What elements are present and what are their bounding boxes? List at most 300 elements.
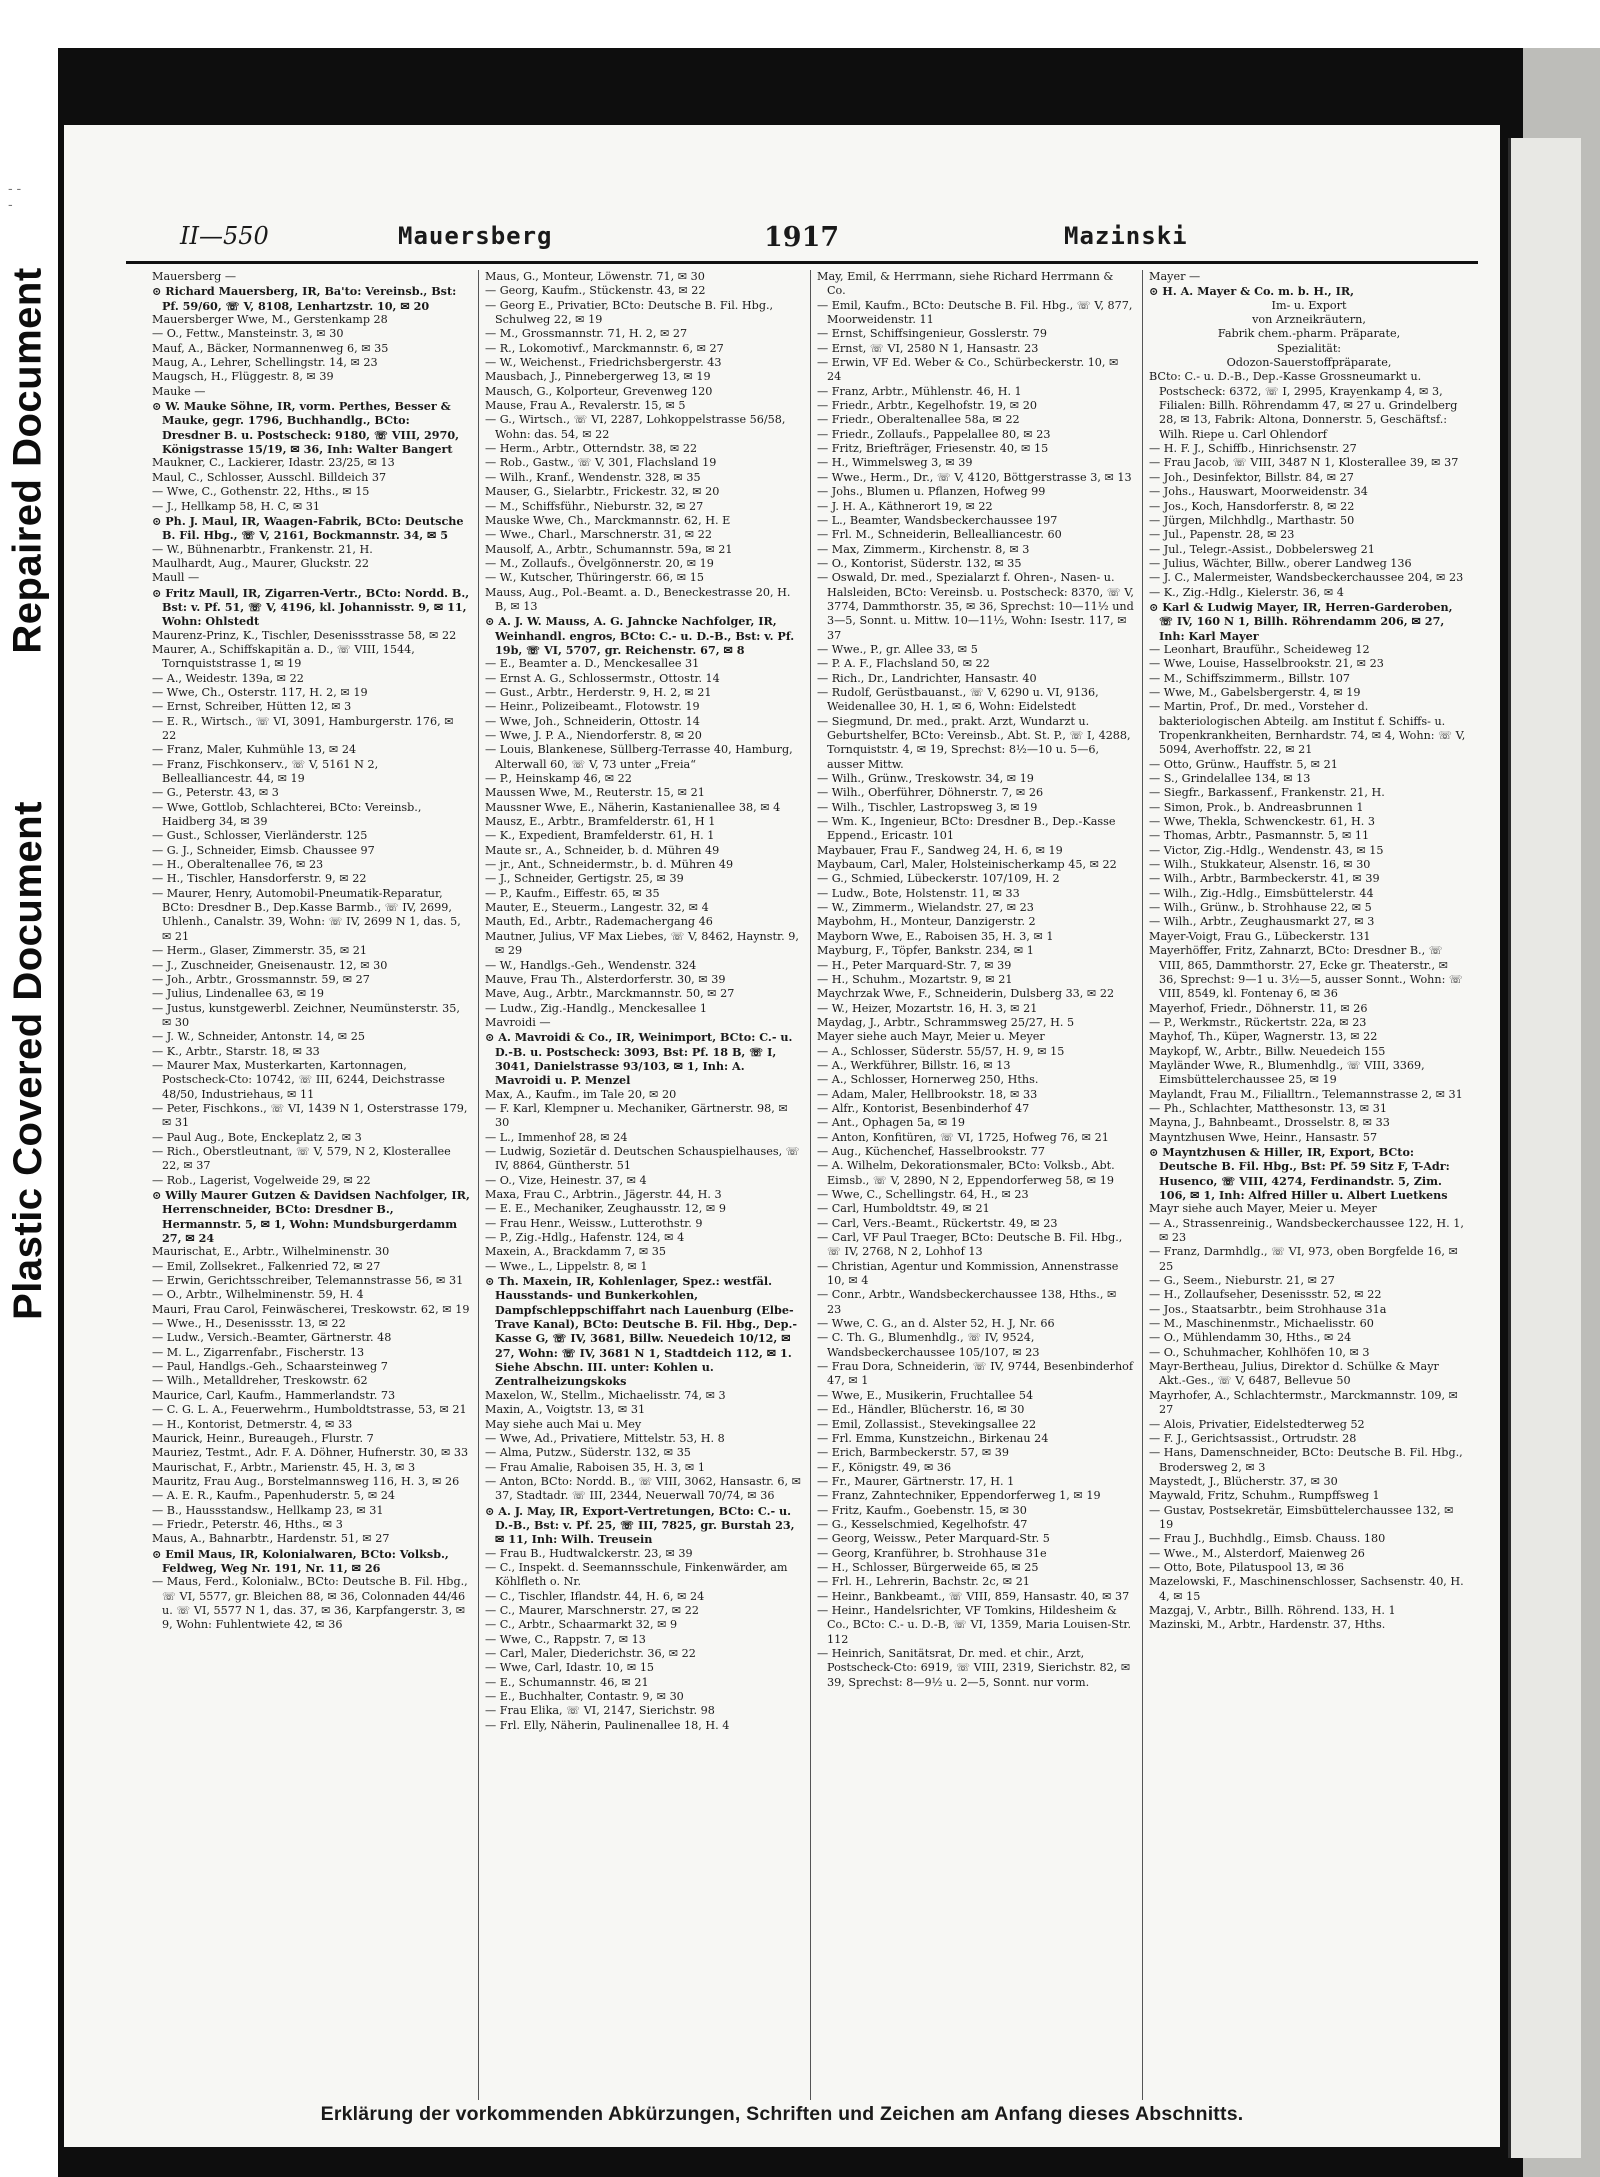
directory-entry: — B., Haussstandsw., Hellkamp 23, ✉ 31 (152, 1503, 384, 1517)
directory-entry: — E., Schumannstr. 46, ✉ 21 (485, 1675, 649, 1689)
directory-entry: — Joh., Desinfektor, Billstr. 84, ✉ 27 (1149, 470, 1354, 484)
directory-entry: — G., Peterstr. 43, ✉ 3 (152, 786, 279, 800)
directory-entry: — Ant., Ophagen 5a, ✉ 19 (817, 1116, 966, 1130)
edge-tick-marks: - - - (8, 180, 22, 212)
directory-entry: Mausz, E., Arbtr., Bramfelderstr. 61, H 1 (485, 815, 716, 829)
directory-entry: — C., Arbtr., Schaarmarkt 32, ✉ 9 (485, 1618, 678, 1632)
directory-entry: Mauke — (152, 384, 206, 398)
directory-entry: — Ernst, ☏ VI, 2580 N 1, Hansastr. 23 (817, 341, 1039, 355)
directory-entry: — Wwe., Herm., Dr., ☏ V, 4120, Böttgerstrasse 3, ✉ 13 (817, 470, 1132, 484)
directory-entry: — F. Karl, Klempner u. Mechaniker, Gärtnerstr. 98, ✉ 30 (485, 1101, 788, 1130)
directory-entry: ⊙ Karl & Ludwig Mayer, IR, Herren-Garderoben, ☏ IV, 160 N 1, Billh. Röhrendamm 206, ✉ 27, Inh: Karl Mayer (1149, 599, 1453, 643)
directory-entry: — Wwe, Thekla, Schwenckestr. 61, H. 3 (1149, 815, 1375, 829)
abbreviation-footnote: Erklärung der vorkommenden Abkürzungen, Schriften und Zeichen am Anfang dieses Abschnitts. (320, 2103, 1244, 2125)
directory-entry: Mavroidi — (485, 1015, 551, 1029)
directory-entry: Maute sr., A., Schneider, b. d. Mühren 49 (485, 843, 720, 857)
directory-columns (152, 270, 1482, 2100)
directory-entry: — J. W., Schneider, Antonstr. 14, ✉ 25 (152, 1030, 365, 1044)
directory-entry: — F., Königstr. 49, ✉ 36 (817, 1460, 952, 1474)
directory-entry: — Heinr., Handelsrichter, VF Tomkins, Hildesheim & Co., BCto: C.- u. D.-B, ☏ VI, 1359, Maria Louisen-Str. 112 (817, 1603, 1132, 1646)
directory-entry: Mauersberger Wwe, M., Gerstenkamp 28 (152, 313, 388, 327)
directory-entry: — Wilh., Stukkateur, Alsenstr. 16, ✉ 30 (1149, 858, 1371, 872)
directory-entry: Maykopf, W., Arbtr., Billw. Neuedeich 155 (1149, 1044, 1386, 1058)
directory-entry: — Peter, Fischkons., ☏ VI, 1439 N 1, Osterstrasse 179, ✉ 31 (152, 1101, 468, 1130)
directory-entry: — Wwe, Gottlob, Schlachterei, BCto: Vereinsb., Haidberg 34, ✉ 39 (152, 800, 422, 829)
directory-entry: May, Emil, & Herrmann, siehe Richard Herrmann & Co. (817, 270, 1114, 298)
directory-entry: — Emil, Zollsekret., Falkenried 72, ✉ 27 (152, 1259, 381, 1273)
directory-entry: Mayhof, Th., Küper, Wagnerstr. 13, ✉ 22 (1149, 1030, 1378, 1044)
directory-entry: Maydag, J., Arbtr., Schrammsweg 25/27, H. 5 (817, 1015, 1075, 1029)
directory-entry: — Jürgen, Milchhdlg., Marthastr. 50 (1149, 513, 1355, 527)
column-4 (1149, 270, 1469, 2100)
directory-entry: — Victor, Zig.-Hdlg., Wendenstr. 43, ✉ 15 (1149, 843, 1384, 857)
directory-entry: — Wilh., Arbtr., Zeughausmarkt 27, ✉ 3 (1149, 915, 1375, 929)
directory-page (64, 125, 1500, 2147)
directory-entry: — Carl, Humboldtstr. 49, ✉ 21 (817, 1202, 990, 1216)
directory-entry: — Wwe, C., Schellingstr. 64, H., ✉ 23 (817, 1188, 1029, 1201)
directory-entry: Maug, A., Lehrer, Schellingstr. 14, ✉ 23 (152, 356, 378, 370)
directory-entry: — Franz, Fischkonserv., ☏ V, 5161 N 2, Bellealliancestr. 44, ✉ 19 (152, 757, 379, 786)
page-number: II—550 (180, 222, 269, 250)
column-divider (478, 270, 479, 2100)
directory-entry: Mautner, Julius, VF Max Liebes, ☏ V, 8462, Haynstr. 9, ✉ 29 (485, 929, 799, 958)
directory-entry: Maylandt, Frau M., Filialltrn., Telemannstrasse 2, ✉ 31 (1149, 1087, 1463, 1101)
directory-entry: Maxa, Frau C., Arbtrin., Jägerstr. 44, H. 3 (485, 1188, 722, 1201)
directory-entry: — Wwe, Ch., Osterstr. 117, H. 2, ✉ 19 (152, 685, 368, 699)
directory-entry: — Friedr., Peterstr. 46, Hths., ✉ 3 (152, 1517, 343, 1531)
directory-entry: Maus, G., Monteur, Löwenstr. 71, ✉ 30 (485, 270, 705, 283)
directory-entry: von Arzneikräutern, (1252, 313, 1366, 327)
directory-entry: Max, A., Kaufm., im Tale 20, ✉ 20 (485, 1087, 677, 1101)
directory-entry: — Frl. Emma, Kunstzeichn., Birkenau 24 (817, 1431, 1049, 1445)
directory-entry: — Frl. M., Schneiderin, Bellealliancestr. 60 (817, 528, 1062, 542)
directory-entry: Maukner, C., Lackierer, Idastr. 23/25, ✉ 13 (152, 456, 395, 470)
directory-entry: — Ludw., Bote, Holstenstr. 11, ✉ 33 (817, 886, 1020, 900)
directory-entry: — Wwe, E., Musikerin, Fruchtallee 54 (817, 1388, 1034, 1402)
directory-entry: — Rob., Lagerist, Vogelweide 29, ✉ 22 (152, 1173, 371, 1187)
directory-entry: — Wwe, Ad., Privatiere, Mittelstr. 53, H. 8 (485, 1431, 725, 1445)
directory-entry: — C., Maurer, Marschnerstr. 27, ✉ 22 (485, 1603, 699, 1617)
directory-entry: — L., Immenhof 28, ✉ 24 (485, 1130, 628, 1144)
directory-entry: — H., Wimmelsweg 3, ✉ 39 (817, 456, 973, 470)
directory-entry: — Johs., Blumen u. Pflanzen, Hofweg 99 (817, 485, 1046, 499)
directory-entry: — Aug., Küchenchef, Hasselbrookstr. 77 (817, 1144, 1045, 1158)
directory-entry: — jr., Ant., Schneidermstr., b. d. Mühren 49 (485, 858, 734, 872)
directory-entry: Mauri, Frau Carol, Feinwäscherei, Treskowstr. 62, ✉ 19 (152, 1302, 470, 1316)
directory-entry: — C., Tischler, Iflandstr. 44, H. 6, ✉ 24 (485, 1589, 705, 1603)
directory-entry: ⊙ W. Mauke Söhne, IR, vorm. Perthes, Besser & Mauke, gegr. 1796, Buchhandlg., BCto: Dresdner B. u. Postscheck: 9180, ☏ VIII, 2970, Königstrasse 15/19, ✉ 36, Inh: Walter Bangert (152, 399, 460, 457)
directory-entry: Mayländer Wwe, R., Blumenhdlg., ☏ VIII, 3369, Eimsbüttelerchaussee 25, ✉ 19 (1149, 1058, 1425, 1087)
directory-entry: — Emil, Kaufm., BCto: Deutsche B. Fil. Hbg., ☏ V, 877, Moorweidenstr. 11 (817, 298, 1133, 327)
directory-entry: — Georg, Kaufm., Stückenstr. 43, ✉ 22 (485, 284, 706, 298)
directory-entry: — Friedr., Oberaltenallee 58a, ✉ 22 (817, 413, 1020, 427)
directory-entry: — Ph., Schlachter, Matthesonstr. 13, ✉ 31 (1149, 1101, 1387, 1115)
directory-entry: — Wm. K., Ingenieur, BCto: Dresdner B., Dep.-Kasse Eppend., Ericastr. 101 (817, 815, 1116, 843)
directory-entry: Mayrhofer, A., Schlachtermstr., Marckmannstr. 109, ✉ 27 (1149, 1388, 1458, 1417)
directory-entry: — H., Zollaufseher, Desenissstr. 52, ✉ 22 (1149, 1288, 1382, 1302)
directory-entry: Mayer — (1149, 270, 1201, 283)
directory-entry: — Christian, Agentur und Kommission, Annenstrasse 10, ✉ 4 (817, 1259, 1119, 1288)
directory-entry: Maurischat, F., Arbtr., Marienstr. 45, H. 3, ✉ 3 (152, 1460, 416, 1474)
column-3 (817, 270, 1134, 2100)
directory-entry: — K., Expedient, Bramfelderstr. 61, H. 1 (485, 829, 715, 843)
directory-entry: — Carl, Maler, Diederichstr. 36, ✉ 22 (485, 1647, 696, 1660)
directory-entry: Maxelon, W., Stellm., Michaelisstr. 74, ✉ 3 (485, 1388, 726, 1402)
directory-entry: — Wilh., Kranf., Wendenstr. 328, ✉ 35 (485, 470, 701, 484)
directory-entry: — Justus, kunstgewerbl. Zeichner, Neumünsterstr. 35, ✉ 30 (152, 1001, 460, 1029)
directory-entry: Maugsch, H., Flüggestr. 8, ✉ 39 (152, 370, 334, 384)
directory-entry: — Erich, Barmbeckerstr. 57, ✉ 39 (817, 1446, 1010, 1460)
directory-entry: — A., Schlosser, Süderstr. 55/57, H. 9, ✉ 15 (817, 1044, 1065, 1058)
directory-entry: — Wwe, C., Rappstr. 7, ✉ 13 (485, 1632, 646, 1646)
directory-entry: — K., Arbtr., Starstr. 18, ✉ 33 (152, 1044, 320, 1058)
directory-entry: — Fritz, Briefträger, Friesenstr. 40, ✉ 15 (817, 442, 1049, 456)
directory-entry: Mausch, G., Kolporteur, Grevenweg 120 (485, 384, 713, 398)
directory-entry: Spezialität: (1276, 341, 1342, 355)
directory-entry: — H., Tischler, Hansdorferstr. 9, ✉ 22 (152, 872, 367, 886)
directory-entry: — O., Arbtr., Wilhelminenstr. 59, H. 4 (152, 1288, 364, 1302)
directory-entry: — Herm., Glaser, Zimmerstr. 35, ✉ 21 (152, 944, 368, 958)
directory-entry: Maybohm, H., Monteur, Danzigerstr. 2 (817, 915, 1036, 929)
directory-entry: Maxin, A., Voigtstr. 13, ✉ 31 (485, 1403, 646, 1417)
directory-entry: Maurenz-Prinz, K., Tischler, Desenissstrasse 58, ✉ 22 (152, 628, 457, 642)
directory-entry: — Siegfr., Barkassenf., Frankenstr. 21, H. (1149, 786, 1385, 800)
directory-entry: — A., Weidestr. 139a, ✉ 22 (152, 671, 304, 685)
directory-entry: Mauve, Frau Th., Alsterdorferstr. 30, ✉ 39 (485, 972, 726, 986)
directory-entry: — H., Schlosser, Bürgerweide 65, ✉ 25 (817, 1560, 1039, 1574)
directory-entry: — W., Heizer, Mozartstr. 16, H. 3, ✉ 21 (817, 1001, 1038, 1015)
directory-entry: — Rich., Oberstleutnant, ☏ V, 579, N 2, Klosterallee 22, ✉ 37 (152, 1144, 451, 1173)
directory-entry: — Oswald, Dr. med., Spezialarzt f. Ohren-, Nasen- u. Halsleiden, BCto: Vereinsb. u. Postscheck: 8370, ☏ V, 3774, Dammthorstr. 35, ✉ 36, Sprechst: 10—11½ und 3—5, Sonnt. u. Mittw. 10—11½, Wohn: Isestr. 117, ✉ 37 (817, 571, 1134, 642)
directory-entry: — Wwe, C., Gothenstr. 22, Hths., ✉ 15 (152, 485, 370, 499)
directory-entry: — Fr., Maurer, Gärtnerstr. 17, H. 1 (817, 1474, 1015, 1488)
directory-entry: — Wwe., P., gr. Allee 33, ✉ 5 (817, 642, 978, 656)
directory-entry: Mauss, Aug., Pol.-Beamt. a. D., Beneckestrasse 20, H. B, ✉ 13 (485, 585, 791, 613)
directory-entry: — Ernst, Schreiber, Hütten 12, ✉ 3 (152, 700, 352, 714)
directory-entry: — W., Zimmerm., Wielandstr. 27, ✉ 23 (817, 901, 1034, 915)
directory-entry: — K., Zig.-Hdlg., Kielerstr. 36, ✉ 4 (1149, 585, 1344, 599)
directory-entry: — E., Beamter a. D., Menckesallee 31 (485, 657, 700, 671)
directory-entry: Mayr-Bertheau, Julius, Direktor d. Schülke & Mayr Akt.-Ges., ☏ V, 6487, Bellevue 50 (1149, 1360, 1439, 1388)
directory-entry: — F. J., Gerichtsassist., Ortrudstr. 28 (1149, 1431, 1357, 1445)
directory-entry: ⊙ Mayntzhusen & Hiller, IR, Export, BCto: Deutsche B. Fil. Hbg., Bst: Pf. 59 Sitz F, T-Adr: Husenco, ☏ VIII, 4274, Ferdinandstr. 5, Zim. 106, ✉ 1, Inh: Alfred Hiller u. Albert Luetkens (1149, 1144, 1450, 1202)
directory-entry: — Anton, Konfitüren, ☏ VI, 1725, Hofweg 76, ✉ 21 (817, 1130, 1109, 1144)
directory-entry: — Frau B., Hudtwalckerstr. 23, ✉ 39 (485, 1546, 693, 1560)
directory-entry: — Erwin, VF Ed. Weber & Co., Schürbeckerstr. 10, ✉ 24 (817, 356, 1119, 384)
directory-entry: ⊙ A. Mavroidi & Co., IR, Weinimport, BCto: C.- u. D.-B. u. Postscheck: 3093, Bst: Pf. 18 B, ☏ I, 3041, Danielstrasse 93/103, ✉ 1, Inh: A. Mavroidi u. P. Menzel (485, 1030, 793, 1088)
directory-entry: — Erwin, Gerichtsschreiber, Telemannstrasse 56, ✉ 31 (152, 1274, 464, 1288)
directory-entry: — Ludwig, Sozietär d. Deutschen Schauspielhauses, ☏ IV, 8864, Güntherstr. 51 (485, 1144, 800, 1173)
directory-entry: — Gust., Schlosser, Vierländerstr. 125 (152, 829, 368, 843)
directory-entry: Mausolf, A., Arbtr., Schumannstr. 59a, ✉ 21 (485, 542, 733, 556)
directory-entry: — A., Schlosser, Hornerweg 250, Hths. (817, 1073, 1039, 1087)
directory-entry: — G., Wirtsch., ☏ VI, 2287, Lohkoppelstrasse 56/58, Wohn: das. 54, ✉ 22 (485, 413, 786, 441)
directory-entry: — Louis, Blankenese, Süllberg-Terrasse 40, Hamburg, Alterwall 60, ☏ V, 73 unter „Freia“ (485, 743, 793, 771)
directory-entry: — Frau Jacob, ☏ VIII, 3487 N 1, Klosterallee 39, ✉ 37 (1149, 456, 1459, 470)
directory-entry: Mayna, J., Bahnbeamt., Drosselstr. 8, ✉ 33 (1149, 1116, 1390, 1130)
directory-entry: — Rob., Gastw., ☏ V, 301, Flachsland 19 (485, 456, 717, 470)
column-2 (485, 270, 802, 2100)
directory-entry: — Conr., Arbtr., Wandsbeckerchaussee 138, Hths., ✉ 23 (817, 1288, 1117, 1316)
directory-entry: — G., Schmied, Lübeckerstr. 107/109, H. 2 (817, 872, 1060, 886)
directory-entry: — Carl, VF Paul Traeger, BCto: Deutsche B. Fil. Hbg., ☏ IV, 2768, N 2, Lohhof 13 (817, 1231, 1123, 1259)
directory-entry: — P. A. F., Flachsland 50, ✉ 22 (817, 657, 990, 671)
directory-entry: Maussner Wwe, E., Näherin, Kastanienallee 38, ✉ 4 (485, 800, 781, 814)
directory-entry: — Gustav, Postsekretär, Eimsbüttelerchaussee 132, ✉ 19 (1149, 1503, 1454, 1531)
directory-entry: ⊙ Willy Maurer Gutzen & Davidsen Nachfolger, IR, Herrenschneider, BCto: Dresdner B., Hermannstr. 5, ✉ 1, Wohn: Mundsburgerdamm 27, ✉ 24 (152, 1188, 470, 1246)
directory-entry: — P., Kaufm., Eiffestr. 65, ✉ 35 (485, 886, 660, 900)
directory-entry: — E. E., Mechaniker, Zeughausstr. 12, ✉ 9 (485, 1202, 726, 1216)
column-divider (1142, 270, 1143, 2100)
directory-entry: — W., Kutscher, Thüringerstr. 66, ✉ 15 (485, 571, 704, 585)
directory-entry: — Alois, Privatier, Eidelstedterweg 52 (1149, 1417, 1365, 1431)
directory-entry: — E. R., Wirtsch., ☏ VI, 3091, Hamburgerstr. 176, ✉ 22 (152, 714, 454, 742)
next-page-sliver (1508, 138, 1581, 2158)
directory-entry: — Julius, Wächter, Billw., oberer Landweg 136 (1149, 556, 1412, 570)
directory-entry: Maurice, Carl, Kaufm., Hammerlandstr. 73 (152, 1388, 396, 1402)
directory-entry: ⊙ A. J. W. Mauss, A. G. Jahncke Nachfolger, IR, Weinhandl. engros, BCto: C.- u. D.-B., Bst: v. Pf. 19b, ☏ VI, 5707, gr. Reichenstr. 67, ✉ 8 (485, 614, 795, 657)
first-entry-heading: Mauersberg (398, 222, 553, 250)
directory-entry: — Joh., Arbtr., Grossmannstr. 59, ✉ 27 (152, 972, 370, 986)
directory-entry: — Emil, Zollassist., Stevekingsallee 22 (817, 1417, 1037, 1431)
directory-entry: — M., Grossmannstr. 71, H. 2, ✉ 27 (485, 327, 688, 341)
directory-entry: Maywald, Fritz, Schuhm., Rumpffsweg 1 (1149, 1489, 1380, 1503)
directory-entry: Maus, A., Bahnarbtr., Hardenstr. 51, ✉ 27 (152, 1532, 390, 1546)
directory-entry: — Frau Henr., Weissw., Lutterothstr. 9 (485, 1216, 703, 1230)
directory-entry: — A., Werkführer, Billstr. 16, ✉ 13 (817, 1058, 1011, 1072)
directory-entry: — G., Kesselschmied, Kegelhofstr. 47 (817, 1517, 1028, 1531)
directory-entry: — Alfr., Kontorist, Besenbinderhof 47 (817, 1101, 1030, 1115)
directory-entry: — Georg E., Privatier, BCto: Deutsche B. Fil. Hbg., Schulweg 22, ✉ 19 (485, 298, 774, 327)
scan-background (58, 48, 1600, 2177)
directory-entry: — Wilh., Zig.-Hdlg., Eimsbüttelerstr. 44 (1149, 886, 1374, 900)
directory-entry: — M. L., Zigarrenfabr., Fischerstr. 13 (152, 1345, 365, 1359)
directory-entry: — Wwe, M., Gabelsbergerstr. 4, ✉ 19 (1149, 685, 1361, 699)
directory-entry: — J., Hellkamp 58, H. C, ✉ 31 (152, 499, 320, 513)
directory-entry: — Ed., Händler, Blücherstr. 16, ✉ 30 (817, 1403, 1025, 1417)
directory-entry: — L., Beamter, Wandsbeckerchaussee 197 (817, 513, 1058, 527)
directory-entry: — Georg, Weissw., Peter Marquard-Str. 5 (817, 1532, 1050, 1546)
directory-entry: Maull — (152, 571, 200, 585)
directory-entry: — Johs., Hauswart, Moorweidenstr. 34 (1149, 485, 1368, 499)
directory-entry: — Jos., Koch, Hansdorferstr. 8, ✉ 22 (1149, 499, 1355, 513)
directory-entry: Mayborn Wwe, E., Raboisen 35, H. 3, ✉ 1 (817, 929, 1054, 943)
directory-entry: — O., Mühlendamm 30, Hths., ✉ 24 (1149, 1331, 1352, 1345)
directory-entry: — Ernst A. G., Schlossermstr., Ottostr. 14 (485, 671, 720, 685)
last-entry-heading: Mazinski (1064, 222, 1188, 250)
directory-entry: — A. Wilhelm, Dekorationsmaler, BCto: Volksb., Abt. Eimsb., ☏ V, 2890, N 2, Eppendorferweg 58, ✉ 19 (817, 1159, 1115, 1187)
directory-entry: — P., Werkmstr., Rückertstr. 22a, ✉ 23 (1149, 1015, 1367, 1029)
directory-entry: — A., Strassenreinig., Wandsbeckerchaussee 122, H. 1, ✉ 23 (1149, 1216, 1464, 1245)
directory-entry: — Heinr., Bankbeamt., ☏ VIII, 859, Hansastr. 40, ✉ 37 (817, 1589, 1130, 1603)
directory-entry: — Wwe., M., Alsterdorf, Maienweg 26 (1149, 1546, 1365, 1560)
directory-entry: — Maurer, Henry, Automobil-Pneumatik-Reparatur, BCto: Dresdner B., Dep.Kasse Barmb., ☏ IV, 2699, Uhlenh., Canalstr. 39, Wohn: ☏ IV, 2699 N 1, das. 5, ✉ 21 (152, 886, 461, 943)
directory-entry: Mausbach, J., Pinnebergerweg 13, ✉ 19 (485, 370, 711, 384)
directory-entry: — Wilh., Tischler, Lastropsweg 3, ✉ 19 (817, 800, 1038, 814)
page-header (64, 222, 1500, 262)
directory-entry: — A. E. R., Kaufm., Papenhuderstr. 5, ✉ 24 (152, 1489, 396, 1503)
directory-entry: — M., Zollaufs., Övelgönnerstr. 20, ✉ 19 (485, 556, 714, 570)
directory-entry: Mayntzhusen Wwe, Heinr., Hansastr. 57 (1149, 1130, 1378, 1144)
column-divider (810, 270, 811, 2100)
directory-entry: — Wwe., H., Desenissstr. 13, ✉ 22 (152, 1317, 346, 1331)
directory-entry: — Wilh., Oberführer, Döhnerstr. 7, ✉ 26 (817, 786, 1044, 800)
directory-entry: ⊙ Fritz Maull, IR, Zigarren-Vertr., BCto: Nordd. B., Bst: v. Pf. 51, ☏ V, 4196, kl. Johannisstr. 9, ✉ 11, Wohn: Ohlstedt (152, 585, 470, 629)
directory-entry: — C., Inspekt. d. Seemannsschule, Finkenwärder, am Köhlfleth o. Nr. (485, 1560, 788, 1589)
directory-entry: — Franz, Zahntechniker, Eppendorferweg 1, ✉ 19 (817, 1489, 1101, 1503)
directory-entry: ⊙ Emil Maus, IR, Kolonialwaren, BCto: Volksb., Feldweg, Weg Nr. 191, Nr. 11, ✉ 26 (152, 1546, 449, 1575)
directory-entry: — Heinrich, Sanitätsrat, Dr. med. et chir., Arzt, Postscheck-Cto: 6919, ☏ VIII, 2319, Sierichstr. 82, ✉ 39, Sprechst: 8—9½ u. 2—5, Sonnt. nur vorm. (817, 1647, 1131, 1689)
directory-entry: — H., Kontorist, Detmerstr. 4, ✉ 33 (152, 1417, 353, 1431)
directory-entry: Mauter, E., Steuerm., Langestr. 32, ✉ 4 (485, 901, 709, 915)
directory-entry: Im- u. Export (1271, 298, 1347, 312)
directory-entry: — Jos., Staatsarbtr., beim Strohhause 31a (1149, 1302, 1387, 1316)
directory-entry: Mayburg, F., Töpfer, Bankstr. 234, ✉ 1 (817, 944, 1034, 958)
directory-entry: — C. G. L. A., Feuerwehrm., Humboldtstrasse, 53, ✉ 21 (152, 1403, 467, 1417)
directory-entry: Mauske Wwe, Ch., Marckmannstr. 62, H. E (485, 513, 731, 527)
directory-entry: Mayerhöffer, Fritz, Zahnarzt, BCto: Dresdner B., ☏ VIII, 865, Dammthorstr. 27, Ecke gr. Theaterstr., ✉ 36, Sprechst: 9—1 u. 3½—5, ausser Sonnt., Wohn: ☏ VIII, 8549, kl. Fontenay 6, ✉ 36 (1149, 944, 1463, 1001)
directory-entry: Mave, Aug., Arbtr., Marckmannstr. 50, ✉ 27 (485, 987, 735, 1001)
directory-entry: Maurischat, E., Arbtr., Wilhelminenstr. 30 (152, 1245, 390, 1259)
directory-entry: — Adam, Maler, Hellbrookstr. 18, ✉ 33 (817, 1087, 1038, 1101)
directory-entry: Maychrzak Wwe, F., Schneiderin, Dulsberg 33, ✉ 22 (817, 987, 1115, 1001)
directory-entry: Maurer, A., Schiffskapitän a. D., ☏ VIII, 1544, Tornquiststrasse 1, ✉ 19 (152, 642, 415, 671)
directory-entry: — Leonhart, Brauführ., Scheideweg 12 (1149, 642, 1370, 656)
directory-entry: — Jul., Papenstr. 28, ✉ 23 (1149, 528, 1295, 542)
directory-entry: — Wwe, J. P. A., Niendorferstr. 8, ✉ 20 (485, 729, 702, 742)
directory-entry: — Hans, Damenschneider, BCto: Deutsche B. Fil. Hbg., Brodersweg 2, ✉ 3 (1149, 1446, 1463, 1474)
directory-entry: ⊙ Richard Mauersberg, IR, Ba'to: Vereinsb., Bst: Pf. 59/60, ☏ V, 8108, Lenhartzstr. 10, ✉ 20 (152, 284, 457, 313)
directory-entry: Maybaum, Carl, Maler, Holsteinischerkamp 45, ✉ 22 (817, 858, 1117, 872)
directory-entry: — Wwe, Joh., Schneiderin, Ottostr. 14 (485, 714, 700, 728)
directory-entry: Maurick, Heinr., Bureaugeh., Flurstr. 7 (152, 1431, 374, 1445)
directory-entry: — Wilh., Arbtr., Barmbeckerstr. 41, ✉ 39 (1149, 872, 1380, 886)
directory-entry: — Thomas, Arbtr., Pasmannstr. 5, ✉ 11 (1149, 829, 1370, 843)
directory-entry: — Siegmund, Dr. med., prakt. Arzt, Wundarzt u. Geburtshelfer, BCto: Vereinsb., Abt. St. P., ☏ I, 4288, Tornquiststr. 4, ✉ 19, Sprechst: 8½—10 u. 5—6, ausser Mittw. (817, 714, 1131, 771)
directory-entry: — Wwe, C. G., an d. Alster 52, H. J, Nr. 66 (817, 1317, 1055, 1331)
directory-entry: — Simon, Prok., b. Andreasbrunnen 1 (1149, 800, 1364, 814)
directory-entry: — Frau Amalie, Raboisen 35, H. 3, ✉ 1 (485, 1460, 705, 1474)
directory-entry: ⊙ H. A. Mayer & Co. m. b. H., IR, (1149, 284, 1355, 299)
directory-entry: Mauriez, Testmt., Adr. F. A. Döhner, Hufnerstr. 30, ✉ 33 (152, 1446, 469, 1460)
directory-entry: — S., Grindelallee 134, ✉ 13 (1149, 772, 1311, 786)
directory-entry: — Frau J., Buchhdlg., Eimsb. Chauss. 180 (1149, 1532, 1386, 1546)
directory-entry: — J., Zuschneider, Gneisenaustr. 12, ✉ 30 (152, 958, 388, 972)
directory-entry: — Jul., Telegr.-Assist., Dobbelersweg 21 (1149, 542, 1375, 556)
directory-entry: — Herm., Arbtr., Otterndstr. 38, ✉ 22 (485, 442, 698, 456)
directory-entry: — Heinr., Polizeibeamt., Flotowstr. 19 (485, 700, 700, 714)
directory-entry: — O., Vize, Heinestr. 37, ✉ 4 (485, 1173, 647, 1187)
directory-entry: — Georg, Kranführer, b. Strohhause 31e (817, 1546, 1047, 1560)
directory-entry: — Paul, Handlgs.-Geh., Schaarsteinweg 7 (152, 1360, 388, 1374)
directory-entry: — O., Schuhmacher, Kohlhöfen 10, ✉ 3 (1149, 1345, 1370, 1359)
directory-entry: Maulhardt, Aug., Maurer, Gluckstr. 22 (152, 556, 370, 570)
directory-entry: ⊙ A. J. May, IR, Export-Vertretungen, BCto: C.- u. D.-B., Bst: v. Pf. 25, ☏ III, 7825, gr. Burstah 23, ✉ 11, Inh: Wilh. Treusein (485, 1503, 795, 1547)
directory-entry: Mause, Frau A., Revalerstr. 15, ✉ 5 (485, 399, 686, 413)
directory-entry: ⊙ Th. Maxein, IR, Kohlenlager, Spez.: westfäl. Hausstands- und Bunkerkohlen, Dampfschleppschiffahrt nach Lauenburg (Elbe-Trave Kanal), BCto: Deutsche B. Fil. Hbg., Dep.-Kasse G, ☏ IV, 3681, Billw. Neuedeich 10/12, ✉ 27, Wohn: ☏ IV, 3681 N 1, Stadtdeich 112, ✉ 1. Siehe Abschn. III. unter: Kohlen u. Zentralheizungskoks (485, 1274, 798, 1389)
directory-entry: — Maurer Max, Musterkarten, Kartonnagen, Postscheck-Cto: 10742, ☏ III, 6244, Deichstrasse 48/50, Industriehaus, ✉ 11 (152, 1058, 445, 1101)
plastic-covered-document-label: Plastic Covered Document (5, 800, 50, 1320)
directory-entry: — Wilh., Metalldreher, Treskowstr. 62 (152, 1374, 368, 1388)
directory-entry: — Wwe., Charl., Marschnerstr. 31, ✉ 22 (485, 528, 712, 542)
directory-entry: — Ludw., Zig.-Handlg., Menckesallee 1 (485, 1001, 707, 1015)
directory-entry: — Maus, Ferd., Kolonialw., BCto: Deutsche B. Fil. Hbg., ☏ VI, 5577, gr. Bleichen 88, ✉ 36, Colonnaden 44/46 u. ☏ VI, 5577 N 1, das. 37, ✉ 36, Karpfangerstr. 3, ✉ 9, Wohn: Fuhlentwiete 42, ✉ 36 (152, 1575, 468, 1632)
directory-entry: Mayer-Voigt, Frau G., Lübeckerstr. 131 (1149, 929, 1371, 943)
directory-entry: — Julius, Lindenallee 63, ✉ 19 (152, 987, 324, 1001)
directory-entry: — J. C., Malermeister, Wandsbeckerchaussee 204, ✉ 23 (1149, 571, 1464, 585)
directory-entry: — Rudolf, Gerüstbauanst., ☏ V, 6290 u. VI, 9136, Weidenallee 30, H. 1, ✉ 6, Wohn: Eidelstedt (817, 685, 1099, 714)
directory-entry: — Wwe, Louise, Hasselbrookstr. 21, ✉ 23 (1149, 657, 1384, 671)
directory-entry: Mayerhof, Friedr., Döhnerstr. 11, ✉ 26 (1149, 1001, 1368, 1015)
directory-entry: — Rich., Dr., Landrichter, Hansastr. 40 (817, 671, 1037, 685)
directory-entry: — H., Peter Marquard-Str. 7, ✉ 39 (817, 958, 1012, 972)
directory-entry: — Franz, Darmhdlg., ☏ VI, 973, oben Borgfelde 16, ✉ 25 (1149, 1245, 1458, 1273)
directory-entry: — Ludw., Versich.-Beamter, Gärtnerstr. 48 (152, 1331, 392, 1345)
directory-entry: Mayer siehe auch Mayr, Meier u. Meyer (817, 1030, 1045, 1044)
directory-entry: — W., Weichenst., Friedrichsbergerstr. 43 (485, 356, 722, 370)
directory-entry: — H., Schuhm., Mozartstr. 9, ✉ 21 (817, 972, 1013, 986)
directory-entry: — Wilh., Grünw., Treskowstr. 34, ✉ 19 (817, 772, 1034, 786)
directory-entry: — H. F. J., Schiffb., Hinrichsenstr. 27 (1149, 442, 1357, 456)
directory-entry: — M., Schiffsführ., Nieburstr. 32, ✉ 27 (485, 499, 704, 513)
directory-entry: — Martin, Prof., Dr. med., Vorsteher d. bakteriologischen Abteilg. am Institut f. Schiffs- u. Tropenkrankheiten, Bernhardstr. 74, ✉ 4, Wohn: ☏ V, 5094, Averhoffstr. 22, ✉ 21 (1149, 700, 1466, 757)
directory-entry: BCto: C.- u. D.-B., Dep.-Kasse Grossneumarkt u. Postscheck: 6372, ☏ I, 2995, Kraye̲nkamp 4, ✉ 3, Filialen: Billh. Röhrendamm 47, ✉ 27 u. Grindelberg 28, ✉ 13, Fabrik: Altona, Donnerstr. 5, Geschäftsf.: Wilh. Riepe u. Carl Ohlendorf (1149, 370, 1458, 441)
header-rule (126, 261, 1478, 264)
directory-entry: — Frl. Elly, Näherin, Paulinenallee 18, H. 4 (485, 1718, 730, 1732)
directory-entry: — J., Schneider, Gertigstr. 25, ✉ 39 (485, 872, 684, 886)
directory-entry: — O., Kontorist, Süderstr. 132, ✉ 35 (817, 556, 1022, 570)
directory-entry: — Wwe, Carl, Idastr. 10, ✉ 15 (485, 1661, 655, 1675)
directory-entry: — G., Seem., Nieburstr. 21, ✉ 27 (1149, 1274, 1335, 1288)
repaired-document-label: Repaired Document (5, 266, 50, 654)
directory-entry: — C. Th. G., Blumenhdlg., ☏ IV, 9524, Wandsbeckerchaussee 105/107, ✉ 23 (817, 1331, 1040, 1359)
directory-entry: Maussen Wwe, M., Reuterstr. 15, ✉ 21 (485, 786, 705, 800)
directory-entry: — Otto, Grünw., Hauffstr. 5, ✉ 21 (1149, 757, 1338, 771)
directory-entry: — Friedr., Arbtr., Kegelhofstr. 19, ✉ 20 (817, 399, 1037, 413)
directory-entry: — Anton, BCto: Nordd. B., ☏ VIII, 3062, Hansastr. 6, ✉ 37, Stadtadr. ☏ III, 2344, Neuerwall 70/74, ✉ 36 (485, 1474, 802, 1503)
directory-entry: — W., Handlgs.-Geh., Wendenstr. 324 (485, 958, 697, 972)
directory-entry: Mauser, G., Sielarbtr., Frickestr. 32, ✉ 20 (485, 485, 720, 499)
directory-entry: — R., Lokomotivf., Marckmannstr. 6, ✉ 27 (485, 341, 724, 355)
directory-entry: Mayr siehe auch Mayer, Meier u. Meyer (1149, 1202, 1377, 1216)
directory-entry: Maul, C., Schlosser, Ausschl. Billdeich 37 (152, 470, 387, 484)
directory-entry: — Max, Zimmerm., Kirchenstr. 8, ✉ 3 (817, 542, 1030, 556)
directory-entry: — E., Buchhalter, Contastr. 9, ✉ 30 (485, 1690, 684, 1704)
year-heading: 1917 (764, 222, 840, 253)
directory-entry: — Franz, Arbtr., Mühlenstr. 46, H. 1 (817, 384, 1022, 398)
directory-entry: Odozon-Sauerstoffpräparate, (1226, 356, 1392, 370)
directory-entry: — Wwe., L., Lippelstr. 8, ✉ 1 (485, 1259, 648, 1273)
directory-entry: — Friedr., Zollaufs., Pappelallee 80, ✉ 23 (817, 427, 1051, 441)
directory-entry: — Frau Dora, Schneiderin, ☏ IV, 9744, Besenbinderhof 47, ✉ 1 (817, 1360, 1134, 1388)
directory-entry: — Frl. H., Lehrerin, Bachstr. 2c, ✉ 21 (817, 1575, 1030, 1589)
directory-entry: May siehe auch Mai u. Mey (485, 1417, 642, 1431)
directory-entry: — W., Bühnenarbtr., Frankenstr. 21, H. (152, 542, 373, 556)
directory-entry: — Otto, Bote, Pilatuspool 13, ✉ 36 (1149, 1560, 1345, 1574)
directory-entry: Fabrik chem.-pharm. Präparate, (1217, 327, 1401, 341)
directory-entry: — Gust., Arbtr., Herderstr. 9, H. 2, ✉ 21 (485, 685, 712, 699)
directory-entry: — J. H. A., Käthnerort 19, ✉ 22 (817, 499, 993, 513)
column-1 (152, 270, 470, 2100)
directory-entry: — Carl, Vers.-Beamt., Rückertstr. 49, ✉ 23 (817, 1216, 1058, 1230)
directory-entry: Mauth, Ed., Arbtr., Rademachergang 46 (485, 915, 713, 929)
directory-entry: Maxein, A., Brackdamm 7, ✉ 35 (485, 1245, 666, 1259)
directory-entry: Maystedt, J., Blücherstr. 37, ✉ 30 (1149, 1474, 1338, 1488)
directory-entry: — Wilh., Grünw., b. Strohhause 22, ✉ 5 (1149, 901, 1372, 915)
directory-entry: — P., Heinskamp 46, ✉ 22 (485, 772, 632, 786)
directory-entry: — P., Zig.-Hdlg., Hafenstr. 124, ✉ 4 (485, 1231, 685, 1245)
directory-entry: Maybauer, Frau F., Sandweg 24, H. 6, ✉ 19 (817, 843, 1063, 857)
